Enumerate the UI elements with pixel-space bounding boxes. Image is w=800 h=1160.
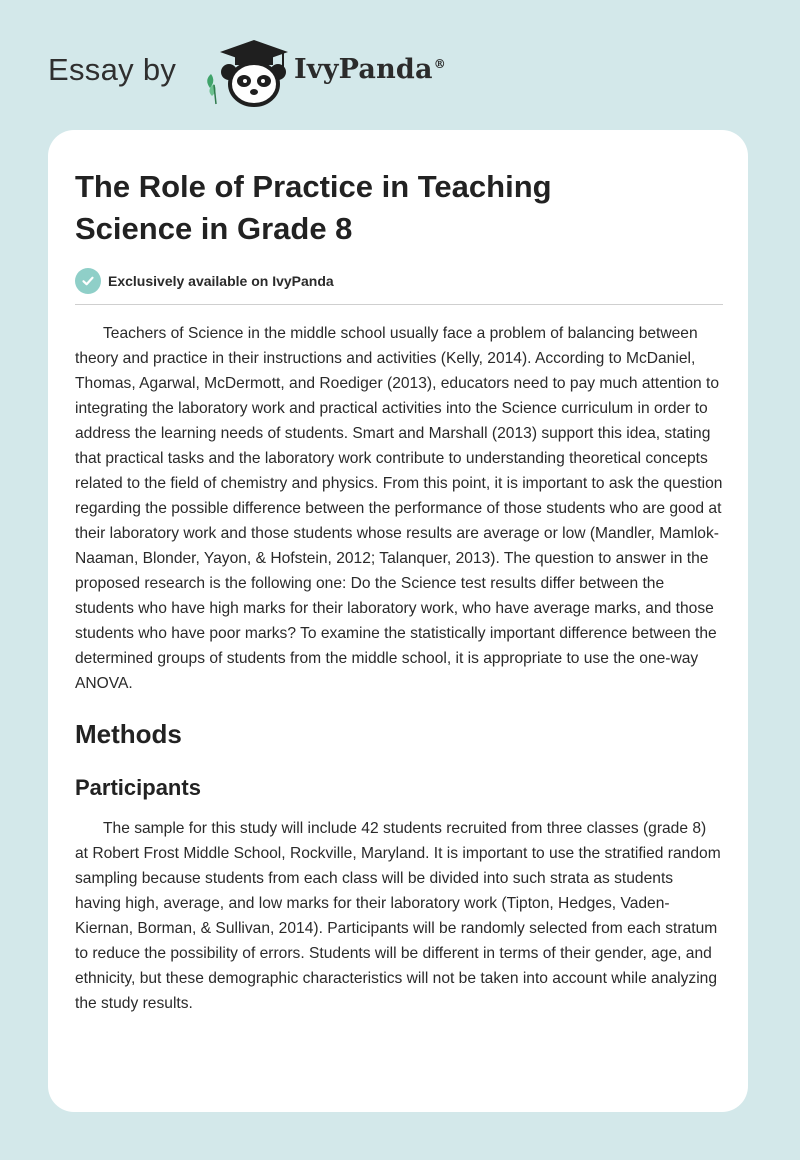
essay-card	[48, 130, 748, 1112]
check-icon	[75, 268, 101, 294]
essay-content	[75, 166, 723, 1016]
badge-label: Exclusively available on IvyPanda	[108, 273, 334, 289]
brand-header[interactable]	[48, 38, 508, 108]
divider	[75, 304, 723, 305]
section-heading-methods: Methods	[75, 719, 182, 749]
brand-prefix: Essay by	[48, 52, 177, 87]
intro-paragraph: Teachers of Science in the middle school usually face a problem of balancing between theory and practice in their instructions and activities (Kelly, 2014). According to McDaniel, Thomas, Agarwal, McDermott, and Roediger (2013), educators need to pay much attention to integrating the laboratory work and practical activities into the Science curriculum in order to address the learning needs of students. Smart and Marshall (2013) support this idea, stating that practical tasks and the laboratory work contribute to understanding theoretical concepts related to the field of chemistry and physics. From this point, it is important to ask the question regarding the possible difference between the performance of those students who are good at their laboratory work and those students whose results are average or low (Mandler, Mamlok-Naaman, Blonder, Yayon, & Hofstein, 2012; Talanquer, 2013). The question to answer in the proposed research is the following one: Do the Science test results differ between the students who have high marks for their laboratory work, who have average marks, and those students who have poor marks? To examine the statistically important difference between the determined groups of students from the middle school, it is appropriate to use the one-way ANOVA.	[75, 325, 723, 692]
subsection-heading-participants: Participants	[75, 775, 201, 800]
participants-paragraph: The sample for this study will include 42 students recruited from three classes (grade 8) at Robert Frost Middle School, Rockville, Maryland. It is important to use the stratified random sampling because students from each class will be divided into such strata as students having high, average, and low marks for their laboratory work (Tipton, Hedges, Vaden-Kiernan, Borman, & Sullivan, 2014). Participants will be randomly selected from each stratum to reduce the possibility of errors. Students will be different in terms of their gender, age, and ethnicity, but these demographic characteristics will not be taken into account while analyzing the study results.	[75, 820, 721, 1012]
panda-graduate-icon	[202, 38, 292, 108]
registered-mark: ®	[433, 57, 446, 71]
brand-name: IvyPanda®	[294, 54, 446, 85]
exclusive-badge	[75, 268, 723, 294]
page-title: The Role of Practice in Teaching Science in Grade 8	[75, 169, 552, 246]
